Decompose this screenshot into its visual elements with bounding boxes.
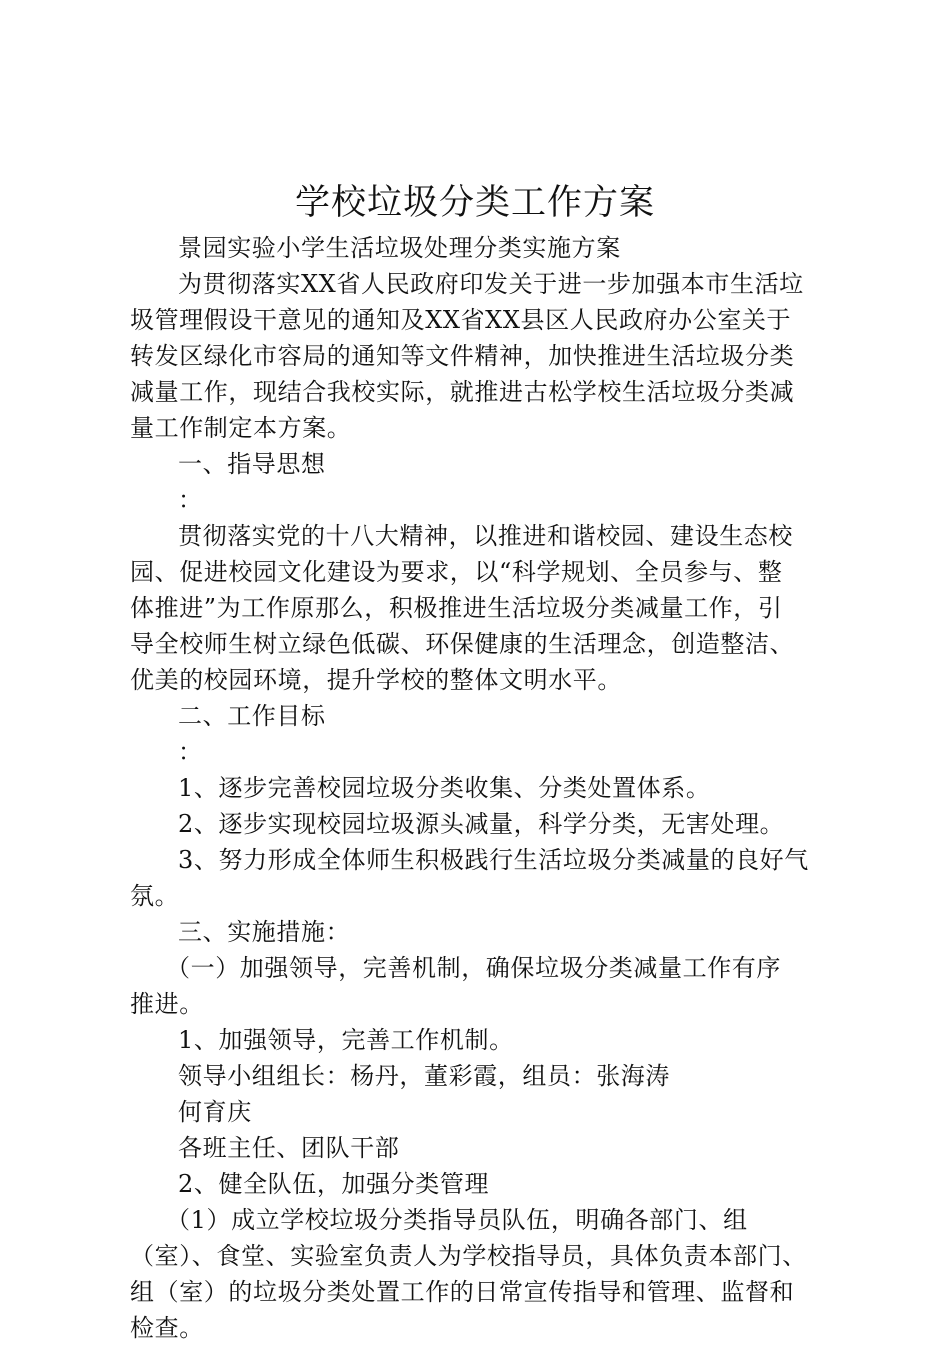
text-line: 推进。	[130, 990, 204, 1018]
text-line: 检查。	[130, 1314, 204, 1342]
text-line: （1）成立学校垃圾分类指导员队伍，明确各部门、组	[166, 1206, 748, 1234]
text-line: 导全校师生树立绿色低碳、环保健康的生活理念，创造整洁、	[130, 630, 795, 658]
text-line: 为贯彻落实XX省人民政府印发关于进一步加强本市生活垃	[178, 270, 804, 298]
text-line: 二、工作目标	[178, 702, 326, 730]
text-line: 一、指导思想	[178, 450, 326, 478]
text-line: 体推进”为工作原那么，积极推进生活垃圾分类减量工作，引	[130, 594, 783, 622]
text-line: 1、加强领导，完善工作机制。	[178, 1026, 514, 1054]
text-line: 贯彻落实党的十八大精神，以推进和谐校园、建设生态校	[178, 522, 793, 550]
text-line: 各班主任、团队干部	[178, 1134, 400, 1162]
text-line: 圾管理假设干意见的通知及XX省XX县区人民政府办公室关于	[130, 306, 792, 334]
text-line: （室）、食堂、实验室负责人为学校指导员，具体负责本部门、	[130, 1242, 807, 1270]
text-line: 量工作制定本方案。	[130, 414, 352, 442]
text-line: 优美的校园环境，提升学校的整体文明水平。	[130, 666, 622, 694]
document-body	[130, 230, 830, 1346]
text-line: ：	[178, 738, 203, 766]
text-line: 减量工作，现结合我校实际，就推进古松学校生活垃圾分类减	[130, 378, 795, 406]
text-line: 转发区绿化市容局的通知等文件精神，加快推进生活垃圾分类	[130, 342, 795, 370]
text-line: 2、逐步实现校园垃圾源头减量，科学分类，无害处理。	[178, 810, 785, 838]
text-line: 2、健全队伍，加强分类管理	[178, 1170, 490, 1198]
text-line: 三、实施措施：	[178, 918, 351, 946]
text-line: 园、促进校园文化建设为要求，以“科学规划、全员参与、整	[130, 558, 783, 586]
text-line: 何育庆	[178, 1098, 252, 1126]
text-line: ：	[178, 486, 203, 514]
text-line: 组（室）的垃圾分类处置工作的日常宣传指导和管理、监督和	[130, 1278, 795, 1306]
text-line: 景园实验小学生活垃圾处理分类实施方案	[178, 234, 621, 262]
document-title: 学校垃圾分类工作方案	[294, 183, 655, 223]
text-line: （一）加强领导，完善机制，确保垃圾分类减量工作有序	[166, 954, 781, 982]
text-line: 3、努力形成全体师生积极践行生活垃圾分类减量的良好气	[178, 846, 809, 874]
text-line: 氛。	[130, 882, 180, 910]
text-line: 领导小组组长：杨丹，董彩霞，组员：张海涛	[178, 1062, 670, 1090]
text-line: 1、逐步完善校园垃圾分类收集、分类处置体系。	[178, 774, 711, 802]
